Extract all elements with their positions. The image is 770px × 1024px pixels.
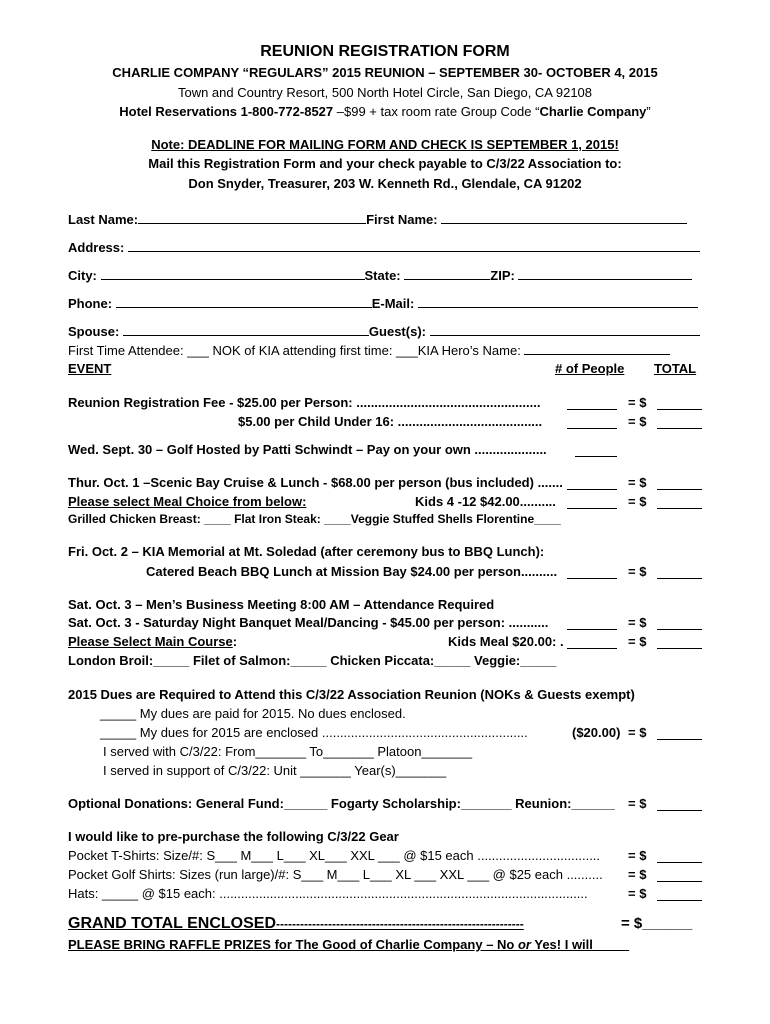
donations-equals: = $ [628, 796, 647, 811]
grand-total-row [68, 915, 524, 933]
golf-text: Wed. Sept. 30 – Golf Hosted by Patti Schwindt – Pay on your own .................... [68, 442, 547, 457]
grand-total-dashes: -------------------------------------------------------------- [276, 917, 524, 931]
child-equals: = $ [628, 414, 647, 429]
people-heading: # of People [555, 361, 625, 376]
served-support-line[interactable]: I served in support of C/3/22: Unit _______ Year(s)_______ [103, 763, 447, 778]
spouse-label: Spouse: [68, 324, 120, 339]
hotel-line: Hotel Reservations 1-800-772-8527 –$99 + tax room rate Group Code “Charlie Company” [119, 104, 651, 119]
dues-enclosed-option[interactable]: _____ My dues for 2015 are enclosed ......................................................... [100, 725, 528, 740]
dues-paid-option[interactable]: _____ My dues are paid for 2015. No dues enclosed. [100, 706, 406, 721]
kids-meal-text: Kids Meal $20.00: . [448, 634, 564, 649]
cruise-kids-people-field[interactable] [567, 495, 617, 509]
dues-amount: ($20.00) [572, 725, 621, 740]
zip-field[interactable] [518, 266, 692, 280]
last-name-field[interactable] [138, 210, 366, 224]
cruise-kids-equals: = $ [628, 494, 647, 509]
hats-total-field[interactable] [657, 887, 702, 901]
reunion-subtitle: CHARLIE COMPANY “REGULARS” 2015 REUNION – SEPTEMBER 30- OCTOBER 4, 2015 [112, 65, 658, 80]
child-fee-text: $5.00 per Child Under 16: ........................................ [238, 414, 543, 429]
golf-shirt-total-field[interactable] [657, 868, 702, 882]
golf-people-field[interactable] [575, 443, 617, 457]
dues-heading: 2015 Dues are Required to Attend this C/3/22 Association Reunion (NOKs & Guests exempt) [68, 687, 635, 702]
gear-heading: I would like to pre-purchase the following C/3/22 Gear [68, 829, 399, 844]
zip-label: ZIP: [490, 268, 515, 283]
bbq-equals: = $ [628, 564, 647, 579]
tshirt-equals: = $ [628, 848, 647, 863]
cruise-text: Thur. Oct. 1 –Scenic Bay Cruise & Lunch - $68.00 per person (bus included) ....... [68, 475, 563, 490]
donations-total-field[interactable] [657, 797, 702, 811]
guests-field[interactable] [430, 322, 700, 336]
banquet-total-field[interactable] [657, 616, 702, 630]
tshirt-line[interactable]: Pocket T-Shirts: Size/#: S___ M___ L___ XL___ XXL ___ @ $15 each .................................. [68, 848, 601, 863]
kids-meal-equals: = $ [628, 634, 647, 649]
spouse-field[interactable] [123, 322, 369, 336]
dues-total-field[interactable] [657, 726, 702, 740]
main-course-options[interactable]: London Broil:_____ Filet of Salmon:_____ Chicken Piccata:_____ Veggie:_____ [68, 653, 557, 668]
golf-shirt-line[interactable]: Pocket Golf Shirts: Sizes (run large)/#: S___ M___ L___ XL ___ XXL ___ @ $25 each .......... [68, 867, 603, 882]
hats-line[interactable]: Hats: _____ @ $15 each: ...................................................................................................... [68, 886, 588, 901]
form-title: REUNION REGISTRATION FORM [260, 43, 510, 60]
memorial-text: Fri. Oct. 2 – KIA Memorial at Mt. Soledad (after ceremony bus to BBQ Lunch): [68, 544, 545, 559]
treasurer-address: Don Snyder, Treasurer, 203 W. Kenneth Rd., Glendale, CA 91202 [188, 176, 582, 191]
banquet-people-field[interactable] [567, 616, 617, 630]
spouse-row [68, 322, 700, 340]
main-course-heading: Please Select Main Course: [68, 634, 238, 649]
served-with-line[interactable]: I served with C/3/22: From_______ To_______ Platoon_______ [103, 744, 473, 759]
banquet-text: Sat. Oct. 3 - Saturday Night Banquet Meal/Dancing - $45.00 per person: ........... [68, 615, 549, 630]
event-heading: EVENT [68, 361, 112, 376]
phone-row [68, 294, 698, 312]
city-row [68, 266, 692, 284]
child-people-field[interactable] [567, 415, 617, 429]
bbq-people-field[interactable] [567, 565, 617, 579]
first-time-row [68, 341, 670, 359]
meal-choice-heading: Please select Meal Choice from below: [68, 494, 307, 509]
registration-people-field[interactable] [567, 396, 617, 410]
phone-label: Phone: [68, 296, 113, 311]
dues-equals: = $ [628, 725, 647, 740]
email-label: E-Mail: [371, 296, 415, 311]
child-total-field[interactable] [657, 415, 702, 429]
bbq-total-field[interactable] [657, 565, 702, 579]
cruise-people-field[interactable] [567, 476, 617, 490]
last-name-row [68, 210, 687, 228]
state-field[interactable] [404, 266, 490, 280]
address-label: Address: [68, 240, 125, 255]
state-label: State: [364, 268, 401, 283]
meal-options[interactable]: Grilled Chicken Breast: ____ Flat Iron Steak: ____Veggie Stuffed Shells Florentine____ [68, 512, 561, 526]
kids-meal-people-field[interactable] [567, 635, 617, 649]
first-name-field[interactable] [441, 210, 687, 224]
phone-field[interactable] [116, 294, 372, 308]
hats-equals: = $ [628, 886, 647, 901]
registration-equals: = $ [628, 395, 647, 410]
email-field[interactable] [418, 294, 698, 308]
grand-total-field[interactable]: = $______ [621, 915, 693, 932]
bbq-text: Catered Beach BBQ Lunch at Mission Bay $24.00 per person.......... [146, 564, 558, 579]
deadline-note: Note: DEADLINE FOR MAILING FORM AND CHECK IS SEPTEMBER 1, 2015! [151, 137, 619, 152]
raffle-note: PLEASE BRING RAFFLE PRIZES for The Good of Charlie Company – No or Yes! I will_____ [68, 937, 630, 952]
golf-shirt-equals: = $ [628, 867, 647, 882]
last-name-label: Last Name: [68, 212, 139, 227]
first-time-label: First Time Attendee: ___ NOK of KIA attending first time: ___KIA Hero’s Name: [68, 343, 521, 358]
banquet-equals: = $ [628, 615, 647, 630]
kia-hero-field[interactable] [524, 341, 670, 355]
registration-total-field[interactable] [657, 396, 702, 410]
mail-instructions: Mail this Registration Form and your check payable to C/3/22 Association to: [148, 156, 622, 171]
registration-fee-text: Reunion Registration Fee - $25.00 per Person: ................................................... [68, 395, 541, 410]
city-label: City: [68, 268, 97, 283]
cruise-equals: = $ [628, 475, 647, 490]
address-field[interactable] [128, 238, 700, 252]
cruise-kids-total-field[interactable] [657, 495, 702, 509]
grand-total-label: GRAND TOTAL ENCLOSED [68, 915, 277, 932]
meeting-text: Sat. Oct. 3 – Men’s Business Meeting 8:00 AM – Attendance Required [68, 597, 495, 612]
cruise-total-field[interactable] [657, 476, 702, 490]
kids-meal-total-field[interactable] [657, 635, 702, 649]
total-heading: TOTAL [654, 361, 697, 376]
venue-line: Town and Country Resort, 500 North Hotel Circle, San Diego, CA 92108 [177, 85, 593, 100]
donations-text[interactable]: Optional Donations: General Fund:______ Fogarty Scholarship:_______ Reunion:______ [68, 796, 615, 811]
address-row [68, 238, 700, 256]
cruise-kids-text: Kids 4 -12 $42.00.......... [415, 494, 556, 509]
guests-label: Guest(s): [368, 324, 426, 339]
city-field[interactable] [101, 266, 365, 280]
tshirt-total-field[interactable] [657, 849, 702, 863]
first-name-label: First Name: [366, 212, 438, 227]
